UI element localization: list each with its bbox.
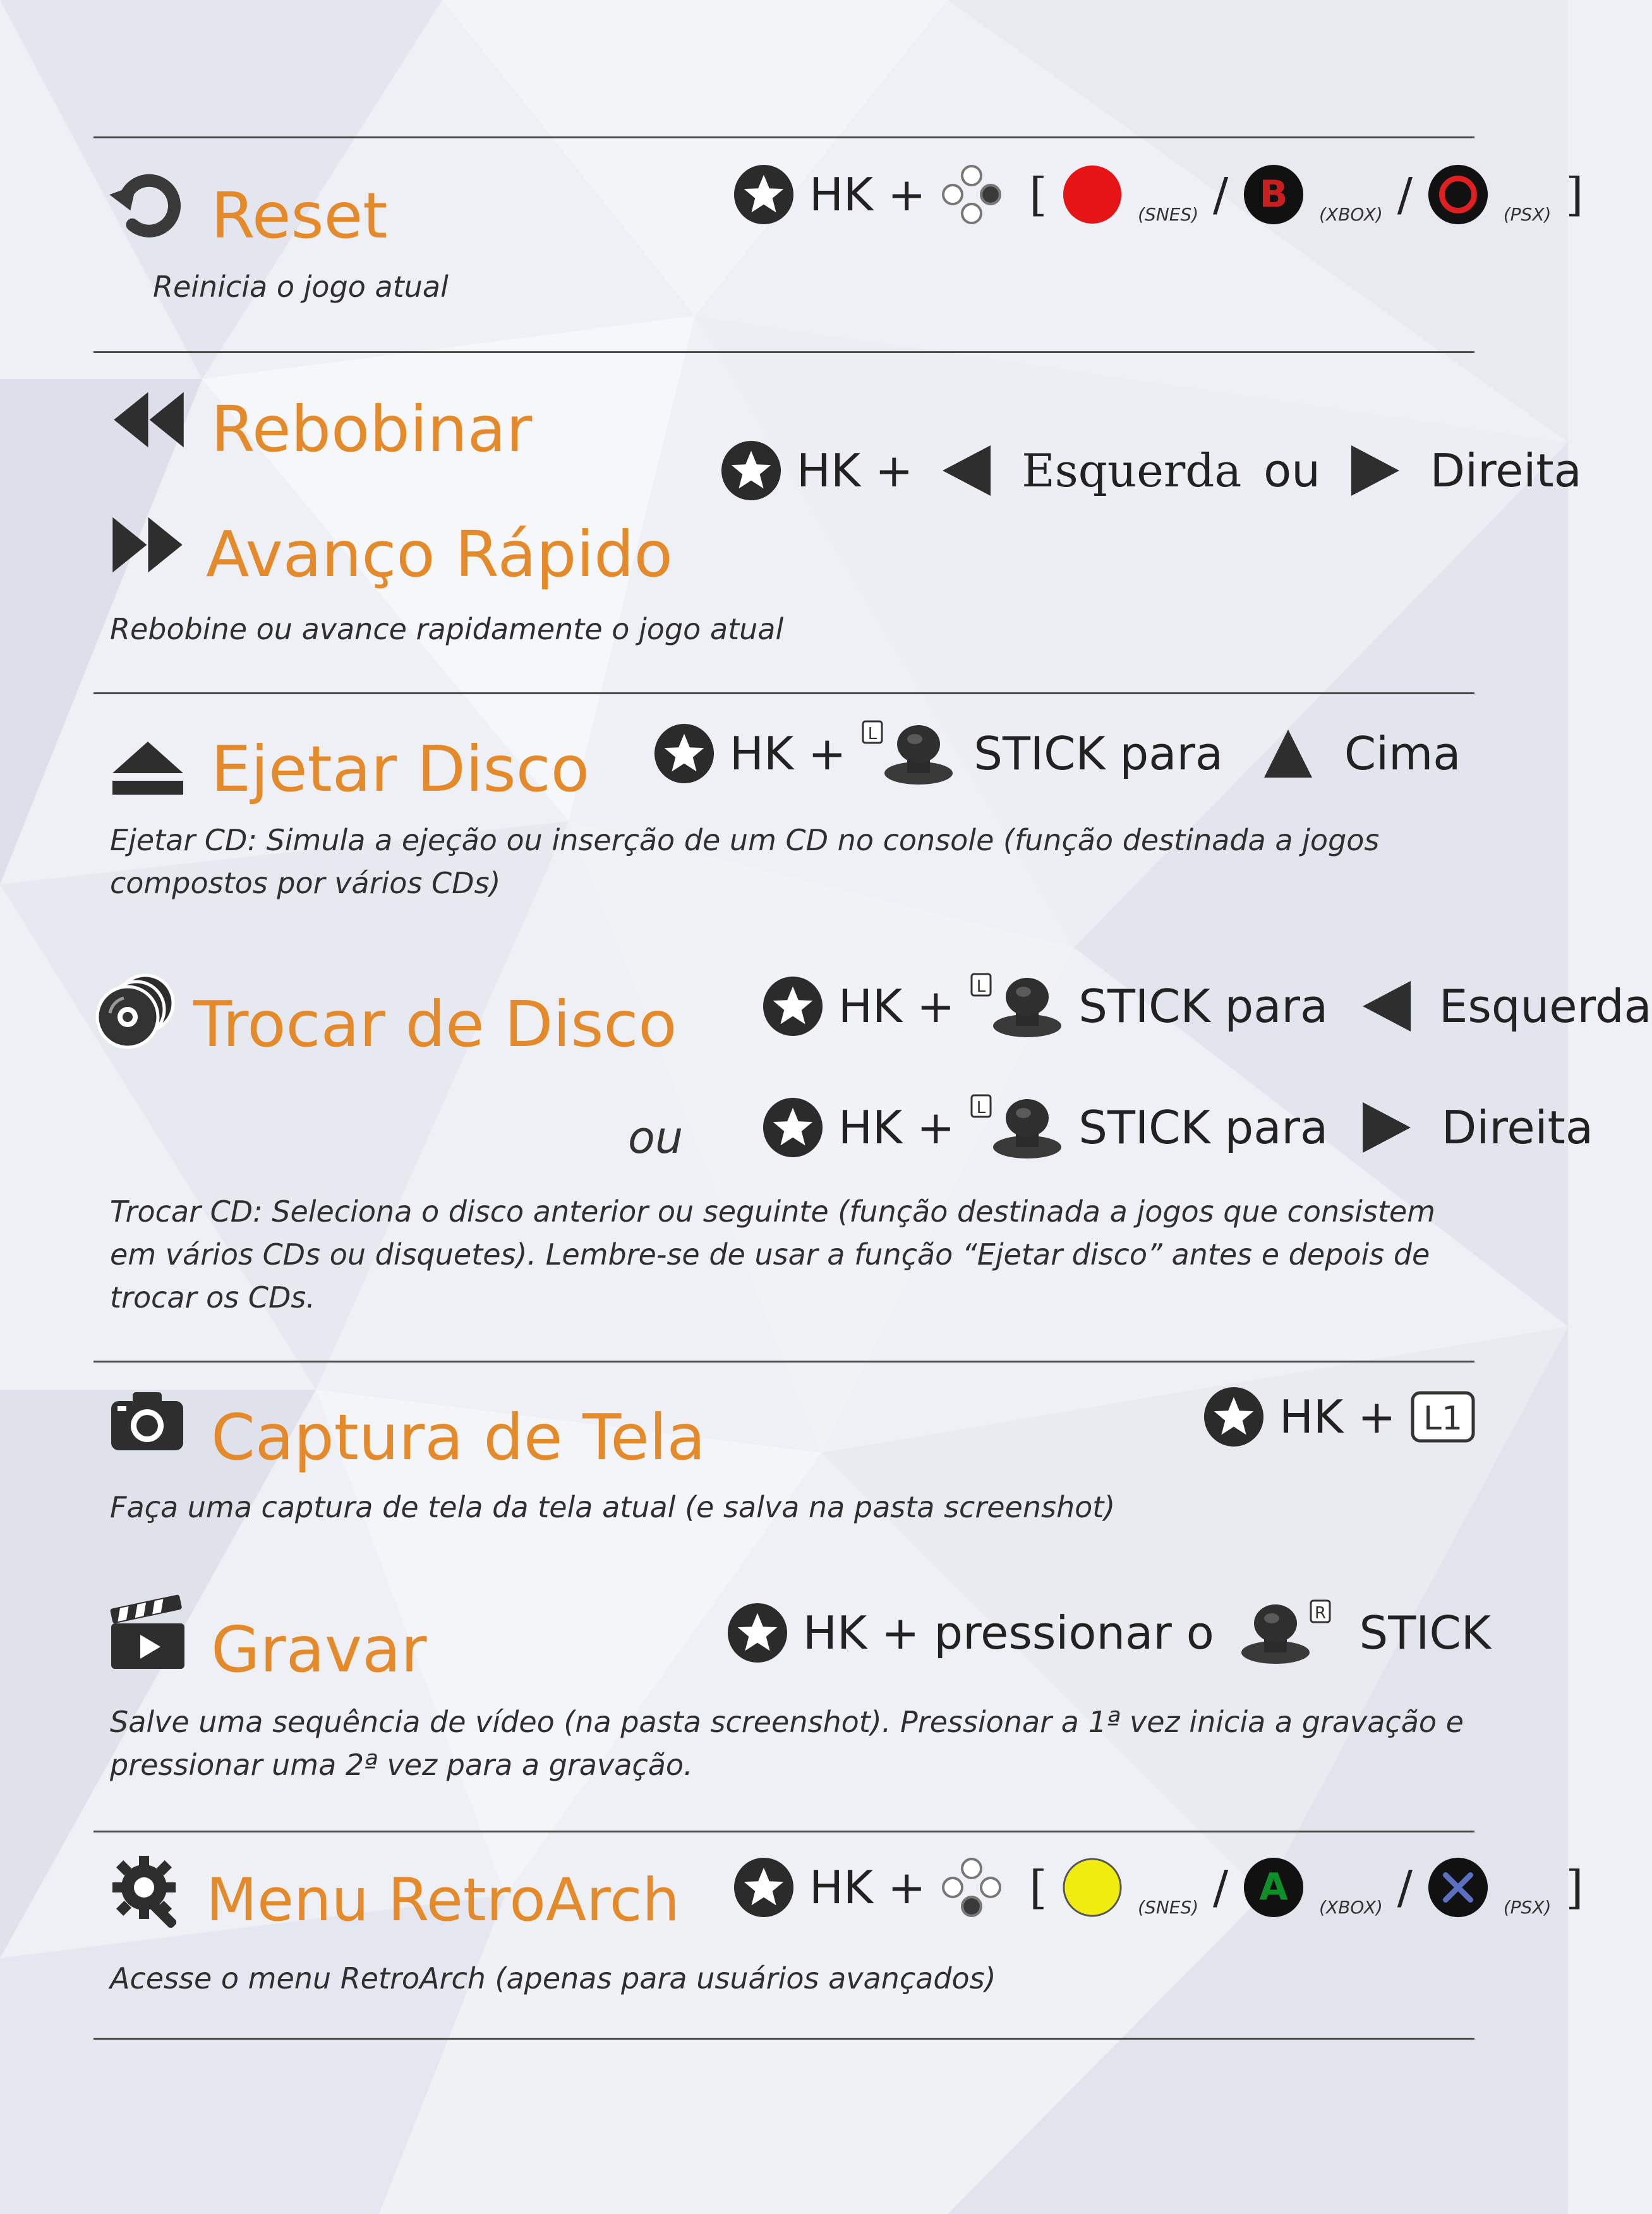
right-arrow-icon bbox=[1350, 444, 1401, 497]
plus-sign: + bbox=[808, 727, 847, 780]
divider bbox=[93, 692, 1474, 694]
hotkey-star-icon bbox=[653, 723, 715, 785]
slash: / bbox=[1397, 1861, 1413, 1914]
bracket-close: ] bbox=[1565, 168, 1584, 221]
up-arrow-icon bbox=[1263, 728, 1313, 779]
or-label: ou bbox=[1263, 444, 1320, 497]
left-stick-icon bbox=[969, 972, 1064, 1041]
plus-sign: + bbox=[917, 1101, 955, 1154]
eject-combo bbox=[653, 719, 1461, 788]
xbox-b-button-icon bbox=[1243, 164, 1305, 226]
menu-title: Menu RetroArch bbox=[206, 1866, 680, 1935]
menu-combo bbox=[733, 1856, 1583, 1919]
left-arrow-icon bbox=[941, 444, 992, 497]
hotkey-label: HK bbox=[1279, 1390, 1344, 1443]
stick-letter: L bbox=[977, 977, 986, 996]
screenshot-combo bbox=[1203, 1386, 1476, 1448]
hotkey-label: HK bbox=[809, 1861, 874, 1914]
stick-letter: L bbox=[977, 1098, 986, 1117]
reset-icon bbox=[109, 165, 188, 244]
eject-title: Ejetar Disco bbox=[211, 732, 589, 806]
fast-forward-icon bbox=[109, 512, 188, 578]
hotkey-star-icon bbox=[733, 1856, 795, 1918]
reset-combo bbox=[733, 163, 1583, 226]
fast-forward-title: Avanço Rápido bbox=[206, 517, 673, 591]
swap-description: Trocar CD: Seleciona o disco anterior ou seguinte (função destinada a jogos que consistem em vários CDs ou disquetes). Lembre-se de usar a função “Ejetar disco” antes e depois de trocar os CDs. bbox=[110, 1194, 1435, 1315]
disc-swap-icon bbox=[92, 973, 174, 1055]
camera-icon bbox=[109, 1390, 186, 1453]
slash: / bbox=[1397, 168, 1413, 221]
hotkey-label: HK bbox=[838, 980, 903, 1033]
psx-tag: (PSX) bbox=[1503, 204, 1552, 225]
left-stick-icon bbox=[860, 719, 955, 788]
divider bbox=[93, 1831, 1474, 1832]
psx-tag: (PSX) bbox=[1503, 1897, 1552, 1918]
plus-sign: + bbox=[1358, 1390, 1396, 1443]
l1-button-icon bbox=[1410, 1390, 1476, 1443]
stick-direction-text: STICK para bbox=[1078, 1101, 1329, 1154]
xbox-tag: (XBOX) bbox=[1319, 1897, 1383, 1918]
rewind-combo bbox=[720, 440, 1582, 502]
record-title: Gravar bbox=[211, 1613, 427, 1687]
swap-left-combo bbox=[762, 972, 1652, 1041]
rewind-icon bbox=[109, 387, 188, 453]
stick-direction-text: STICK para bbox=[974, 727, 1224, 780]
right-label: Direita bbox=[1441, 1101, 1593, 1154]
divider bbox=[93, 351, 1474, 353]
snes-tag: (SNES) bbox=[1138, 204, 1199, 225]
hotkey-star-icon bbox=[720, 440, 782, 502]
l1-label: L1 bbox=[1423, 1400, 1463, 1438]
press-label: pressionar o bbox=[934, 1606, 1214, 1659]
divider bbox=[93, 136, 1474, 138]
record-combo bbox=[727, 1598, 1491, 1668]
plus-sign: + bbox=[888, 168, 926, 221]
hotkey-label: HK bbox=[729, 727, 794, 780]
hotkey-star-icon bbox=[762, 1097, 824, 1158]
up-label: Cima bbox=[1344, 727, 1461, 780]
xbox-a-letter: A bbox=[1259, 1865, 1288, 1909]
hotkey-label: HK bbox=[796, 444, 861, 497]
xbox-tag: (XBOX) bbox=[1319, 204, 1383, 225]
hotkey-star-icon bbox=[733, 164, 795, 226]
stick-direction-text: STICK para bbox=[1078, 980, 1329, 1033]
right-label: Direita bbox=[1430, 444, 1582, 497]
reset-title: Reset bbox=[211, 179, 388, 253]
face-buttons-icon bbox=[940, 163, 1003, 226]
bracket-open: [ bbox=[1029, 1861, 1047, 1914]
snes-yellow-button-icon bbox=[1061, 1856, 1123, 1918]
eject-description: Ejetar CD: Simula a ejeção ou inserção de um CD no console (função destinada a jogos compostos por vários CDs) bbox=[110, 823, 1380, 900]
settings-tools-icon bbox=[109, 1852, 187, 1930]
face-buttons-icon bbox=[940, 1856, 1003, 1919]
left-arrow-icon bbox=[1361, 980, 1412, 1033]
hotkey-label: HK bbox=[802, 1606, 867, 1659]
psx-circle-button-icon bbox=[1427, 164, 1489, 226]
right-stick-icon bbox=[1239, 1598, 1334, 1668]
xbox-a-button-icon bbox=[1243, 1856, 1305, 1918]
plus-sign: + bbox=[875, 444, 913, 497]
plus-sign: + bbox=[917, 980, 955, 1033]
bracket-open: [ bbox=[1029, 168, 1047, 221]
rewind-title: Rebobinar bbox=[211, 392, 533, 466]
hotkey-star-icon bbox=[1203, 1386, 1265, 1448]
left-label: Esquerda bbox=[1438, 980, 1652, 1033]
reset-description: Reinicia o jogo atual bbox=[153, 270, 449, 304]
left-stick-icon bbox=[969, 1093, 1064, 1162]
left-label: Esquerda bbox=[1022, 444, 1242, 497]
stick-letter: R bbox=[1314, 1604, 1326, 1623]
slash: / bbox=[1213, 168, 1229, 221]
psx-cross-button-icon bbox=[1427, 1856, 1489, 1918]
eject-icon bbox=[110, 739, 186, 797]
stick-text: STICK bbox=[1359, 1606, 1491, 1659]
hotkey-star-icon bbox=[727, 1602, 788, 1664]
slash: / bbox=[1213, 1861, 1229, 1914]
swap-right-combo bbox=[762, 1093, 1593, 1162]
screenshot-title: Captura de Tela bbox=[211, 1400, 706, 1474]
menu-description: Acesse o menu RetroArch (apenas para usuários avançados) bbox=[110, 1961, 996, 1995]
record-description: Salve uma sequência de vídeo (na pasta screenshot). Pressionar a 1ª vez inicia a gravação e pressionar uma 2ª vez para a gravação. bbox=[110, 1705, 1464, 1782]
divider bbox=[93, 1361, 1474, 1363]
swap-title: Trocar de Disco bbox=[193, 987, 677, 1061]
right-arrow-icon bbox=[1361, 1101, 1412, 1154]
bracket-close: ] bbox=[1565, 1861, 1584, 1914]
stick-letter: L bbox=[868, 725, 877, 743]
snes-tag: (SNES) bbox=[1138, 1897, 1199, 1918]
xbox-b-letter: B bbox=[1259, 172, 1288, 216]
hotkey-label: HK bbox=[809, 168, 874, 221]
rewind-description: Rebobine ou avance rapidamente o jogo atual bbox=[110, 612, 784, 646]
video-record-icon bbox=[109, 1602, 187, 1671]
plus-sign: + bbox=[888, 1861, 926, 1914]
screenshot-description: Faça uma captura de tela da tela atual (e salva na pasta screenshot) bbox=[110, 1490, 1116, 1524]
swap-or-label: ou bbox=[628, 1112, 684, 1164]
snes-red-button-icon bbox=[1061, 164, 1123, 226]
divider bbox=[93, 2038, 1474, 2040]
hotkey-star-icon bbox=[762, 975, 824, 1037]
hotkey-label: HK bbox=[838, 1101, 903, 1154]
plus-sign: + bbox=[881, 1606, 920, 1659]
